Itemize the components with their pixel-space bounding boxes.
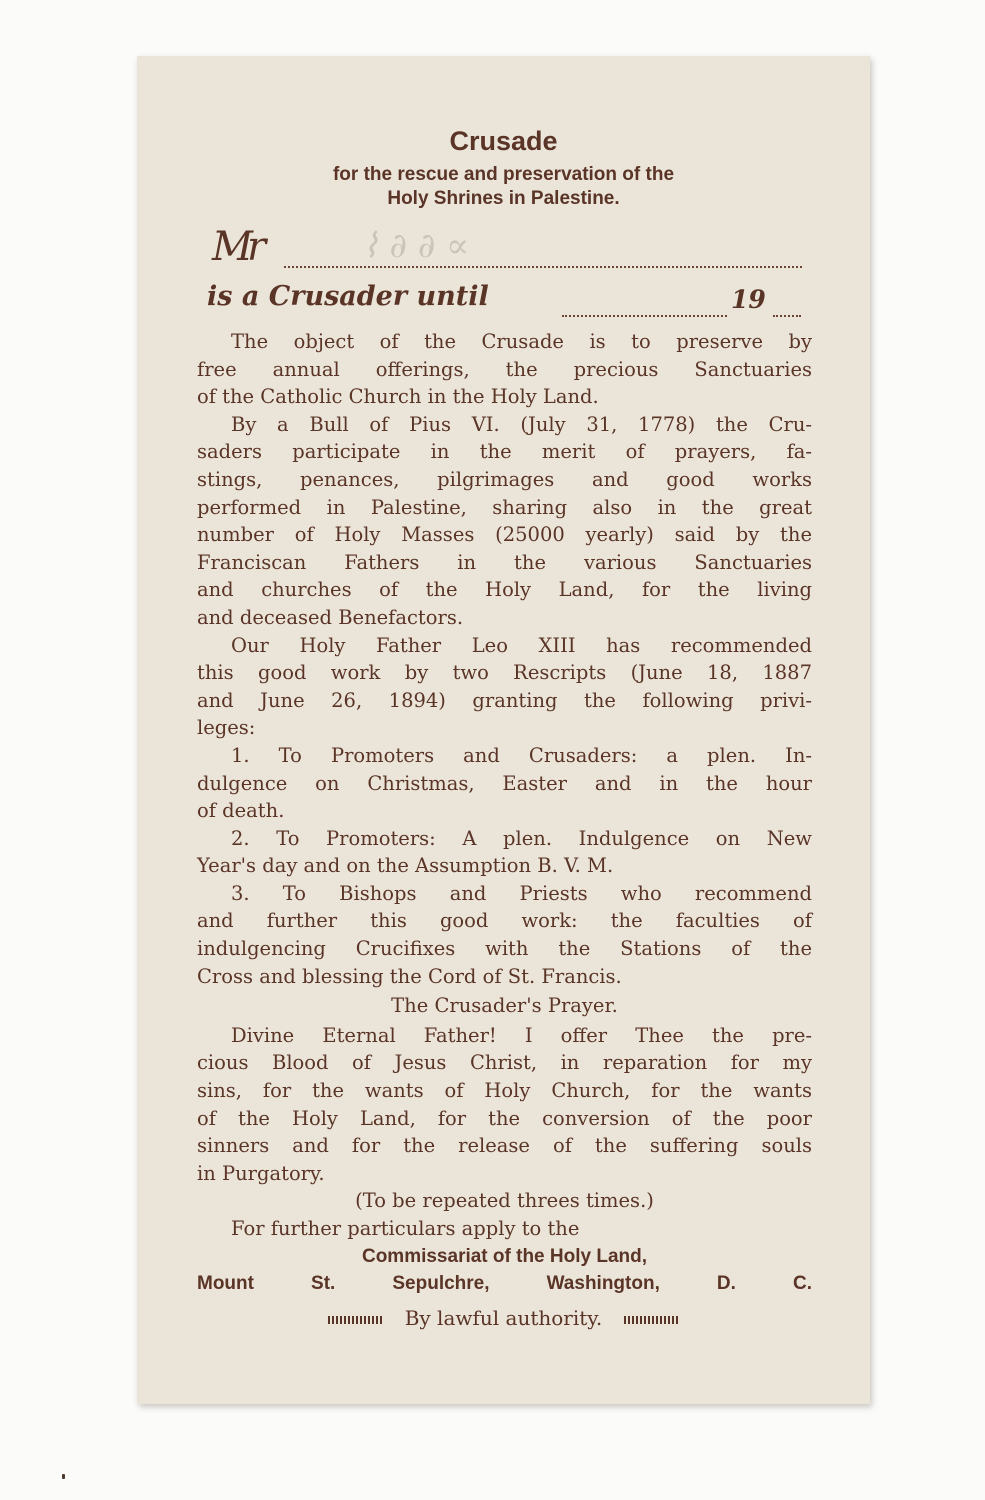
card-footer: [137, 1306, 870, 1330]
body-line: Franciscan Fathers in the various Sanctuaries: [197, 550, 812, 574]
year-prefix: 19: [731, 285, 766, 314]
body-line: Commissariat of the Holy Land,: [361, 1245, 648, 1267]
body-line: saders participate in the merit of prayers, fa-: [197, 440, 812, 464]
ornament-right: [624, 1316, 679, 1324]
ornament-left: [328, 1316, 383, 1324]
name-dotted-line: [284, 266, 802, 268]
body-line: and deceased Benefactors.: [197, 605, 464, 629]
body-line: The object of the Crusade is to preserve by: [231, 330, 812, 353]
body-line: leges:: [197, 716, 256, 740]
body-line: free annual offerings, the precious Sanctuaries: [197, 357, 812, 381]
body-line: sinners and for the release of the suffering souls: [197, 1134, 812, 1158]
body-line: of death.: [197, 799, 285, 823]
crusader-until-label: is a Crusader until: [207, 281, 489, 312]
body-line: The Crusader's Prayer.: [391, 994, 618, 1018]
card-subtitle-line1: for the rescue and preservation of the: [332, 164, 675, 185]
body-line: Year's day and on the Assumption B. V. M.: [197, 854, 614, 878]
body-line: (To be repeated threes times.): [355, 1189, 654, 1213]
body-line: and churches of the Holy Land, for the living: [197, 578, 812, 602]
body-line: cious Blood of Jesus Christ, in reparation for my: [197, 1051, 812, 1075]
body-line: 2. To Promoters: A plen. Indulgence on New: [231, 826, 812, 850]
card-body-text: [197, 328, 812, 1298]
body-line: Divine Eternal Father! I offer Thee the pre-: [231, 1023, 812, 1047]
body-line: performed in Palestine, sharing also in the great: [197, 495, 812, 519]
dust-speck: [62, 1474, 65, 1479]
pencil-signature-mark: ⌇ ∂ ∂ ∝: [362, 226, 470, 266]
card-subtitle-line2: Holy Shrines in Palestine.: [387, 188, 620, 209]
body-line: 3. To Bishops and Priests who recommend: [231, 881, 812, 905]
body-line: indulgencing Crucifixes with the Stations of the: [197, 937, 812, 961]
body-line: of the Catholic Church in the Holy Land.: [197, 385, 599, 409]
body-line: Mount St. Sepulchre, Washington, D. C.: [197, 1273, 812, 1295]
body-line: stings, penances, pilgrimages and good works: [197, 467, 812, 491]
body-line: Cross and blessing the Cord of St. Francis.: [197, 964, 622, 988]
until-dotted-line: [562, 315, 727, 317]
body-line: For further particulars apply to the: [231, 1217, 580, 1240]
body-line: number of Holy Masses (25000 yearly) said by the: [197, 523, 812, 547]
body-line: and June 26, 1894) granting the following privi-: [197, 688, 812, 712]
body-line: 1. To Promoters and Crusaders: a plen. In-: [231, 743, 812, 767]
crusade-card: [137, 56, 870, 1404]
footer-text: By lawful authority.: [404, 1306, 603, 1330]
body-line: By a Bull of Pius VI. (July 31, 1778) the Cru-: [231, 412, 812, 436]
name-field: [212, 224, 802, 274]
body-line: dulgence on Christmas, Easter and in the hour: [197, 771, 812, 795]
card-title: Crusade: [449, 126, 558, 156]
crusader-until-line: [207, 281, 807, 325]
body-line: Our Holy Father Leo XIII has recommended: [231, 633, 812, 657]
body-line: sins, for the wants of Holy Church, for the wants: [197, 1079, 812, 1103]
body-line: of the Holy Land, for the conversion of the poor: [197, 1106, 812, 1130]
year-dotted-line: [773, 315, 801, 317]
name-prefix: Mr: [212, 224, 261, 270]
body-line: in Purgatory.: [197, 1161, 325, 1185]
body-line: this good work by two Rescripts (June 18, 1887: [197, 661, 812, 685]
body-line: and further this good work: the faculties of: [197, 909, 812, 933]
